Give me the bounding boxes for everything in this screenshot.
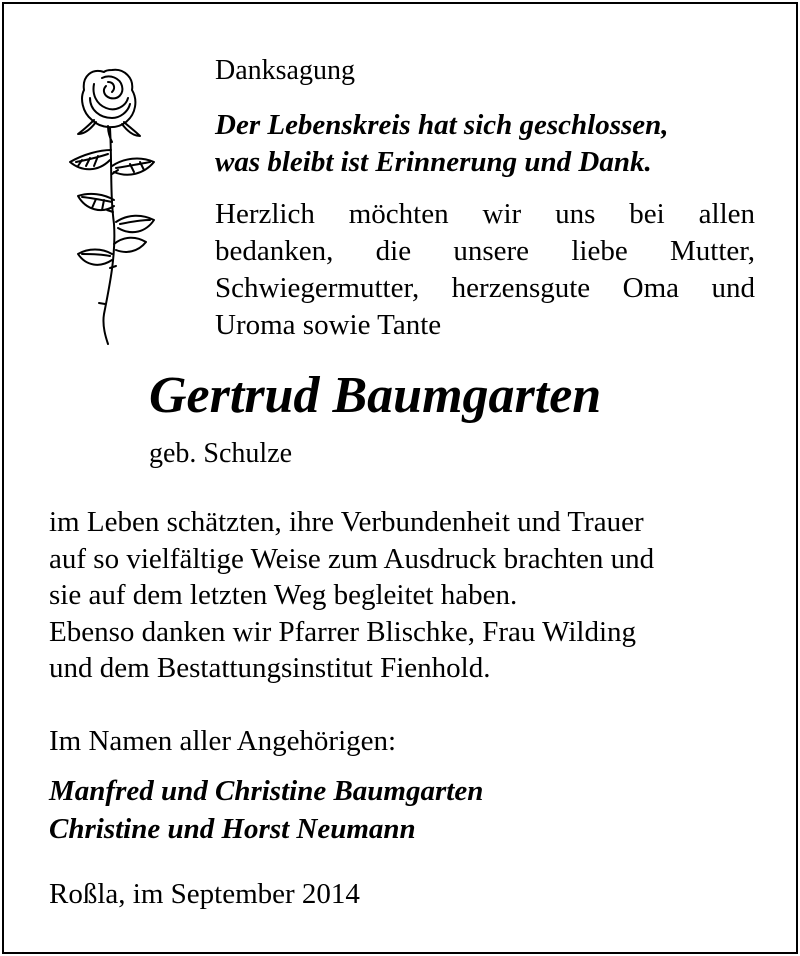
closing-line: Im Namen aller Angehörigen: [49, 725, 397, 757]
signatory: Christine und Horst Neumann [49, 813, 416, 845]
body-line: auf so vielfältige Weise zum Ausdruck brachten und [49, 542, 655, 575]
intro-line: Schwiegermutter, herzensgute Oma und [215, 272, 755, 304]
motto-line: Der Lebenskreis hat sich geschlossen, [215, 109, 669, 141]
motto-line: was bleibt ist Erinnerung und Dank. [215, 146, 652, 178]
rose-icon [44, 54, 174, 354]
body-line: sie auf dem letzten Weg begleitet haben. [49, 579, 518, 611]
notice-heading: Danksagung [215, 55, 355, 86]
body-line: im Leben schätzten, ihre Verbundenheit und Trauer [49, 506, 644, 538]
intro-line: Uroma sowie Tante [215, 309, 442, 341]
body-text [49, 504, 757, 687]
motto [215, 107, 755, 181]
intro-line: bedanken, die unsere liebe Mutter, [215, 235, 755, 267]
body-line: Ebenso danken wir Pfarrer Blischke, Frau Wilding [49, 615, 637, 648]
maiden-name: geb. Schulze [149, 438, 293, 469]
signatory: Manfred und Christine Baumgarten [49, 775, 484, 807]
intro-text [215, 196, 755, 344]
deceased-name: Gertrud Baumgarten [149, 367, 602, 424]
obituary-notice [2, 2, 798, 954]
signatories [49, 772, 483, 848]
body-line: und dem Bestattungsinstitut Fienhold. [49, 652, 491, 684]
intro-line: Herzlich möchten wir uns bei allen [215, 198, 755, 230]
place-date: Roßla, im September 2014 [49, 878, 360, 910]
